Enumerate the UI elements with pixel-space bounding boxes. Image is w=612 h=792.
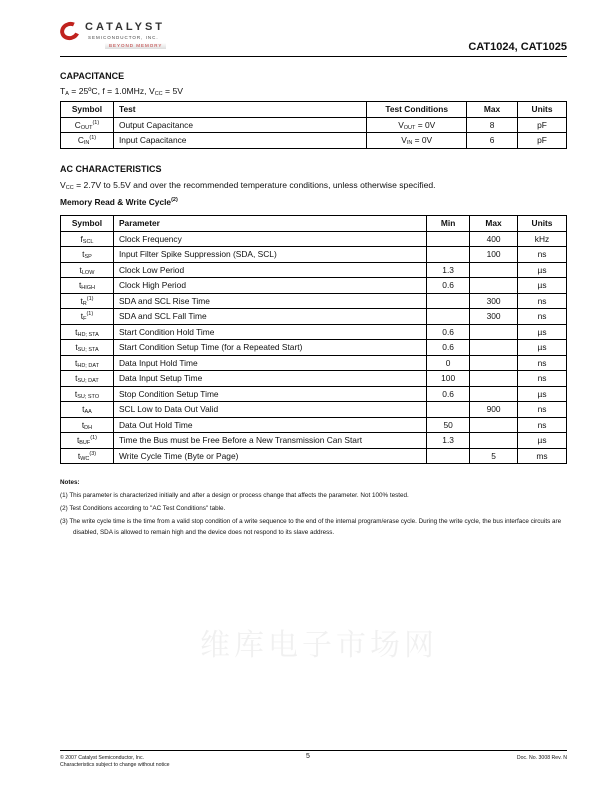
units-cell: µs bbox=[518, 386, 567, 402]
symbol-cell: $t_F^{(1)}$ bbox=[61, 309, 114, 325]
copyright: © 2007 Catalyst Semiconductor, Inc. bbox=[60, 755, 144, 761]
symbol-cell: $t_{HD; DAT}$ bbox=[61, 355, 114, 371]
min-cell bbox=[427, 402, 470, 418]
symbol-cell: $t_{SP}$ bbox=[61, 247, 114, 263]
max-cell: 100 bbox=[470, 247, 518, 263]
table-row bbox=[61, 386, 567, 402]
parameter-cell: SDA and SCL Fall Time bbox=[113, 309, 426, 325]
column-header: Max bbox=[470, 216, 518, 232]
symbol-cell: $t_{SU; STO}$ bbox=[61, 386, 114, 402]
max-cell: 6 bbox=[467, 133, 518, 149]
units-cell: ns bbox=[518, 309, 567, 325]
min-cell: 1.3 bbox=[427, 433, 470, 449]
symbol-cell: $t_{HD; STA}$ bbox=[61, 324, 114, 340]
max-cell bbox=[470, 340, 518, 356]
parameter-cell: Clock Low Period bbox=[113, 262, 426, 278]
min-cell: 0.6 bbox=[427, 324, 470, 340]
table-row bbox=[61, 448, 567, 464]
table-row bbox=[61, 293, 567, 309]
table-header-row bbox=[61, 216, 567, 232]
column-header: Units bbox=[518, 216, 567, 232]
column-header: Min bbox=[427, 216, 470, 232]
capacitance-table bbox=[60, 101, 567, 149]
company-logo bbox=[60, 20, 190, 54]
parameter-cell: Clock High Period bbox=[113, 278, 426, 294]
min-cell bbox=[427, 448, 470, 464]
max-cell: 300 bbox=[470, 293, 518, 309]
parameter-cell: Start Condition Setup Time (for a Repeated Start) bbox=[113, 340, 426, 356]
parameter-cell: SDA and SCL Rise Time bbox=[113, 293, 426, 309]
parameter-cell: SCL Low to Data Out Valid bbox=[113, 402, 426, 418]
table-row bbox=[61, 309, 567, 325]
symbol-cell: $C_{IN}^{(1)}$ bbox=[61, 133, 114, 149]
capacitance-conditions: $T_A$ = 25ºC, f = 1.0MHz, $V_{CC} = 5V$ bbox=[60, 86, 183, 97]
table-row bbox=[61, 324, 567, 340]
units-cell: ns bbox=[518, 247, 567, 263]
units-cell: kHz bbox=[518, 231, 567, 247]
column-header: Parameter bbox=[113, 216, 426, 232]
units-cell: µs bbox=[518, 433, 567, 449]
min-cell: 50 bbox=[427, 417, 470, 433]
table-row bbox=[61, 133, 567, 149]
units-cell: ns bbox=[518, 402, 567, 418]
parameter-cell: Write Cycle Time (Byte or Page) bbox=[113, 448, 426, 464]
table-row bbox=[61, 117, 567, 133]
table-row bbox=[61, 417, 567, 433]
max-cell: 300 bbox=[470, 309, 518, 325]
table-row bbox=[61, 340, 567, 356]
units-cell: µs bbox=[518, 262, 567, 278]
max-cell bbox=[470, 371, 518, 387]
min-cell: 100 bbox=[427, 371, 470, 387]
table-row bbox=[61, 433, 567, 449]
max-cell bbox=[470, 324, 518, 340]
table-row bbox=[61, 355, 567, 371]
units-cell: ms bbox=[518, 448, 567, 464]
column-header: Symbol bbox=[61, 102, 114, 118]
symbol-cell: $t_{BUF}^{(1)}$ bbox=[61, 433, 114, 449]
notes-section bbox=[60, 477, 570, 540]
units-cell: ns bbox=[518, 371, 567, 387]
symbol-cell: $t_R^{(1)}$ bbox=[61, 293, 114, 309]
max-cell bbox=[470, 417, 518, 433]
max-cell: 8 bbox=[467, 117, 518, 133]
column-header: Max bbox=[467, 102, 518, 118]
logo-subtitle: SEMICONDUCTOR, INC. bbox=[88, 35, 159, 40]
units-cell: µs bbox=[518, 340, 567, 356]
min-cell bbox=[427, 231, 470, 247]
units-cell: pF bbox=[518, 117, 567, 133]
table-row bbox=[61, 278, 567, 294]
units-cell: ns bbox=[518, 293, 567, 309]
condition-cell: $V_{IN} = 0V$ bbox=[367, 133, 467, 149]
max-cell: 900 bbox=[470, 402, 518, 418]
min-cell bbox=[427, 247, 470, 263]
units-cell: µs bbox=[518, 324, 567, 340]
column-header: Symbol bbox=[61, 216, 114, 232]
parameter-cell: Input Filter Spike Suppression (SDA, SCL) bbox=[113, 247, 426, 263]
note-item: (3) The write cycle time is the time from a valid stop condition of a write sequence to the end of the internal program/erase cycle. During the write cycle, the bus interface circuits are disabled, SDA is allowed to remain high and the device does not respond to its slave address. bbox=[60, 517, 562, 536]
units-cell: µs bbox=[518, 278, 567, 294]
symbol-cell: $f_{SCL}$ bbox=[61, 231, 114, 247]
parameter-cell: Data Input Setup Time bbox=[113, 371, 426, 387]
units-cell: pF bbox=[518, 133, 567, 149]
symbol-cell: $t_{SU; DAT}$ bbox=[61, 371, 114, 387]
test-cell: Input Capacitance bbox=[113, 133, 366, 149]
max-cell bbox=[470, 278, 518, 294]
ac-characteristics-heading: AC CHARACTERISTICS bbox=[60, 164, 162, 174]
condition-cell: $V_{OUT} = 0V$ bbox=[367, 117, 467, 133]
column-header: Test Conditions bbox=[367, 102, 467, 118]
test-cell: Output Capacitance bbox=[113, 117, 366, 133]
column-header: Units bbox=[518, 102, 567, 118]
symbol-cell: $t_{AA}$ bbox=[61, 402, 114, 418]
max-cell: 5 bbox=[470, 448, 518, 464]
note-item: (1) This parameter is characterized initially and after a design or process change that affects the parameter. Not 100% tested. bbox=[60, 491, 409, 499]
header-divider bbox=[60, 56, 567, 57]
units-cell: ns bbox=[518, 355, 567, 371]
symbol-cell: $t_{LOW}$ bbox=[61, 262, 114, 278]
symbol-cell: $C_{OUT}^{(1)}$ bbox=[61, 117, 114, 133]
capacitance-heading: CAPACITANCE bbox=[60, 71, 125, 81]
parameter-cell: Stop Condition Setup Time bbox=[113, 386, 426, 402]
max-cell: 400 bbox=[470, 231, 518, 247]
min-cell: 0 bbox=[427, 355, 470, 371]
symbol-cell: $t_{SU; STA}$ bbox=[61, 340, 114, 356]
symbol-cell: $t_{DH}$ bbox=[61, 417, 114, 433]
table-row bbox=[61, 402, 567, 418]
disclaimer: Characteristics subject to change without notice bbox=[60, 761, 170, 768]
table-row bbox=[61, 262, 567, 278]
min-cell: 0.6 bbox=[427, 386, 470, 402]
ac-characteristics-table bbox=[60, 215, 567, 464]
max-cell bbox=[470, 262, 518, 278]
note-item: (2) Test Conditions according to "AC Test Conditions" table. bbox=[60, 504, 226, 512]
logo-mark-icon bbox=[58, 19, 83, 43]
parameter-cell: Start Condition Hold Time bbox=[113, 324, 426, 340]
logo-name: CATALYST bbox=[85, 21, 166, 33]
parameter-cell: Clock Frequency bbox=[113, 231, 426, 247]
table-header-row bbox=[61, 102, 567, 118]
document-title: CAT1024, CAT1025 bbox=[468, 41, 567, 53]
table-row bbox=[61, 371, 567, 387]
max-cell bbox=[470, 433, 518, 449]
symbol-cell: $t_{HIGH}$ bbox=[61, 278, 114, 294]
min-cell: 0.6 bbox=[427, 278, 470, 294]
max-cell bbox=[470, 355, 518, 371]
table-row bbox=[61, 231, 567, 247]
min-cell: 1.3 bbox=[427, 262, 470, 278]
table-row bbox=[61, 247, 567, 263]
logo-tagline: BEYOND MEMORY bbox=[105, 43, 166, 49]
column-header: Test bbox=[113, 102, 366, 118]
footer-left bbox=[60, 755, 170, 768]
ac-table-subtitle: Memory Read & Write Cycle$^{(2)}$ bbox=[60, 197, 178, 207]
doc-number: Doc. No. 3008 Rev. N bbox=[516, 755, 567, 761]
max-cell bbox=[470, 386, 518, 402]
watermark: 维库电子市场网 bbox=[200, 628, 438, 663]
units-cell: ns bbox=[518, 417, 567, 433]
parameter-cell: Time the Bus must be Free Before a New Transmission Can Start bbox=[113, 433, 426, 449]
min-cell bbox=[427, 293, 470, 309]
min-cell bbox=[427, 309, 470, 325]
ac-conditions: $V_{CC} = 2.7V$ to 5.5V and over the recommended temperature conditions, unless otherwise specified. bbox=[60, 180, 436, 191]
parameter-cell: Data Out Hold Time bbox=[113, 417, 426, 433]
footer-divider bbox=[60, 750, 567, 751]
parameter-cell: Data Input Hold Time bbox=[113, 355, 426, 371]
min-cell: 0.6 bbox=[427, 340, 470, 356]
symbol-cell: $t_{WC}^{(3)}$ bbox=[61, 448, 114, 464]
page-number: 5 bbox=[306, 753, 310, 760]
notes-title: Notes: bbox=[60, 479, 80, 486]
